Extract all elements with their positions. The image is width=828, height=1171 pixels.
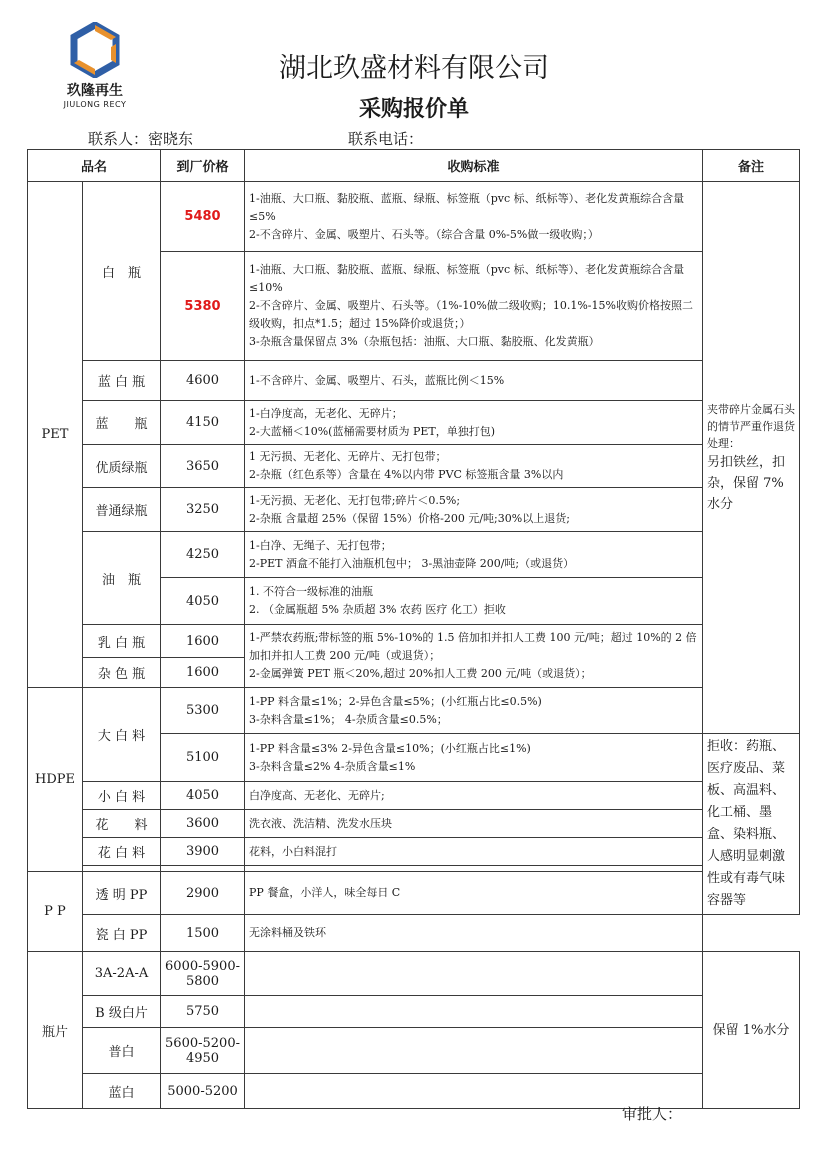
table-row <box>28 488 800 532</box>
standard-oil-grade2: 1. 不符合一级标准的油瓶 2. （金属瓶超 5% 杂质超 3% 农药 医疗 化工）拒收 <box>245 578 703 625</box>
table-row <box>28 838 800 866</box>
standard-porcelain-pp: 无涂料桶及铁环 <box>245 915 703 952</box>
logo-name-cn: 玖隆再生 <box>67 83 123 99</box>
product-small-white: 小 白 料 <box>83 782 161 810</box>
product-big-white: 大 白 料 <box>83 688 161 782</box>
approver-signature-label: 审批人： <box>622 1105 683 1123</box>
table-row <box>28 1028 800 1074</box>
product-clear-pp: 透 明 PP <box>83 872 161 915</box>
price-clear-pp: 2900 <box>161 872 245 915</box>
product-flake-3a: 3A-2A-A <box>83 952 161 996</box>
standard-flake-white <box>245 1028 703 1074</box>
price-porcelain-pp: 1500 <box>161 915 245 952</box>
standard-white-grade1: 1-油瓶、大口瓶、黏胶瓶、蓝瓶、绿瓶、标签瓶（pvc 标、纸标等）、老化发黄瓶综合含量≤5% 2-不含碎片、金属、吸塑片、石头等。（综合含量 0%-5%做一级收购；） <box>245 182 703 252</box>
product-mixed-color: 杂 色 瓶 <box>83 658 161 688</box>
contact-person: 联系人：密晓东 <box>88 130 194 148</box>
price-white-grade1: 5480 <box>161 182 245 252</box>
col-header-standard: 收购标准 <box>245 150 703 182</box>
product-flake-blue-white: 蓝白 <box>83 1074 161 1109</box>
table-row <box>28 996 800 1028</box>
table-row <box>28 625 800 658</box>
product-green: 普通绿瓶 <box>83 488 161 532</box>
product-blue-white: 蓝 白 瓶 <box>83 361 161 401</box>
standard-white-grade2: 1-油瓶、大口瓶、黏胶瓶、蓝瓶、绿瓶、标签瓶（pvc 标、纸标等）、老化发黄瓶综合含量≤10% 2-不含碎片、金属、吸塑片、石头等。（1%-10%做二级收购；10.1%-15%收购价格按照二级收购，扣点*1.5；超过 15%降价或退货；） 3-杂瓶含量保留点 3%（杂瓶包括：油瓶、大口瓶、黏胶瓶、化发黄瓶） <box>245 252 703 361</box>
price-flower: 3600 <box>161 810 245 838</box>
standard-flower-white: 花料，小白料混打 <box>245 838 703 866</box>
note-pet <box>703 182 800 734</box>
note-flakes: 保留 1%水分 <box>703 952 800 1109</box>
category-hdpe: HDPE <box>28 688 83 872</box>
table-row <box>28 1074 800 1109</box>
table-row <box>28 872 800 915</box>
standard-blue-white: 1-不含碎片、金属、吸塑片、石头，蓝瓶比例＜15% <box>245 361 703 401</box>
product-flower: 花 料 <box>83 810 161 838</box>
table-row <box>28 688 800 734</box>
price-oil-grade2: 4050 <box>161 578 245 625</box>
standard-big-white-grade2: 1-PP 料含量≤3% 2-异色含量≤10%；(小红瓶占比≤1%) 3-杂料含量≤2% 4-杂质含量≤1% <box>245 734 703 782</box>
standard-flower: 洗衣液、洗洁精、洗发水压块 <box>245 810 703 838</box>
product-milk-white: 乳 白 瓶 <box>83 625 161 658</box>
price-milk-white: 1600 <box>161 625 245 658</box>
contact-phone: 联系电话： <box>348 130 424 148</box>
company-name: 湖北玖盛材料有限公司 <box>279 53 549 84</box>
price-big-white-grade2: 5100 <box>161 734 245 782</box>
logo-name-en: JIULONG RECY <box>63 100 127 109</box>
price-blue: 4150 <box>161 401 245 445</box>
standard-small-white: 白净度高、无老化、无碎片; <box>245 782 703 810</box>
note-pet-main: 另扣铁丝，扣杂，保留 7%水分 <box>707 454 786 512</box>
product-white-bottle: 白 瓶 <box>83 182 161 361</box>
standard-green: 1-无污损、无老化、无打包带;碎片＜0.5%; 2-杂瓶 含量超 25%（保留 15%）价格-200 元/吨;30%以上退货; <box>245 488 703 532</box>
price-green: 3250 <box>161 488 245 532</box>
standard-oil-grade1: 1-白净、无绳子、无打包带； 2-PET 酒盒不能打入油瓶机包中； 3-黑油壶降 200/吨;（或退货） <box>245 532 703 578</box>
standard-clear-pp: PP 餐盒，小洋人，味全每日 C <box>245 872 703 915</box>
document-title: 采购报价单 <box>358 97 469 122</box>
category-pet: PET <box>28 182 83 688</box>
price-flake-3a: 6000-5900- 5800 <box>161 952 245 996</box>
product-green-hq: 优质绿瓶 <box>83 445 161 488</box>
category-pp: P P <box>28 872 83 952</box>
product-oil-bottle: 油 瓶 <box>83 532 161 625</box>
standard-blue: 1-白净度高，无老化、无碎片； 2-大蓝桶＜10%(蓝桶需要材质为 PET，单独打包) <box>245 401 703 445</box>
price-big-white-grade1: 5300 <box>161 688 245 734</box>
table-row <box>28 445 800 488</box>
table-row <box>28 952 800 996</box>
standard-flake-b <box>245 996 703 1028</box>
col-header-product: 品名 <box>28 150 161 182</box>
price-table <box>27 149 800 1109</box>
price-flake-b: 5750 <box>161 996 245 1028</box>
standard-big-white-grade1: 1-PP 料含量≤1%；2-异色含量≤5%；(小红瓶占比≤0.5%) 3-杂料含量≤1%； 4-杂质含量≤0.5%； <box>245 688 703 734</box>
product-blue: 蓝 瓶 <box>83 401 161 445</box>
product-flower-white: 花 白 料 <box>83 838 161 866</box>
price-mixed-color: 1600 <box>161 658 245 688</box>
note-hdpe-rejections: 拒收：药瓶、医疗废品、菜板、高温料、化工桶、墨盒、染料瓶、人感明显刺激性或有毒气味容器等 <box>703 734 800 915</box>
table-row <box>28 361 800 401</box>
product-flake-b: B 级白片 <box>83 996 161 1028</box>
table-row <box>28 182 800 252</box>
standard-flake-3a <box>245 952 703 996</box>
product-porcelain-pp: 瓷 白 PP <box>83 915 161 952</box>
standard-green-hq: 1 无污损、无老化、无碎片、无打包带； 2-杂瓶（红色系等）含量在 4%以内带 PVC 标签瓶含量 3%以内 <box>245 445 703 488</box>
standard-milk-mixed: 1-严禁农药瓶;带标签的瓶 5%-10%的 1.5 倍加扣并扣人工费 100 元/吨；超过 10%的 2 倍加扣并扣人工费 200 元/吨（或退货）； 2-金属弹簧 PET 瓶＜20%,超过 20%扣人工费 200 元/吨（或退货）； <box>245 625 703 688</box>
price-green-hq: 3650 <box>161 445 245 488</box>
price-small-white: 4050 <box>161 782 245 810</box>
price-blue-white: 4600 <box>161 361 245 401</box>
table-row <box>28 401 800 445</box>
table-row <box>28 915 800 952</box>
price-white-grade2: 5380 <box>161 252 245 361</box>
col-header-note: 备注 <box>703 150 800 182</box>
table-row <box>28 532 800 578</box>
price-flake-blue-white: 5000-5200 <box>161 1074 245 1109</box>
col-header-price: 到厂价格 <box>161 150 245 182</box>
price-oil-grade1: 4250 <box>161 532 245 578</box>
table-row <box>28 782 800 810</box>
product-flake-white: 普白 <box>83 1028 161 1074</box>
price-flake-white: 5600-5200- 4950 <box>161 1028 245 1074</box>
price-flower-white: 3900 <box>161 838 245 866</box>
table-header-row <box>28 150 800 182</box>
table-row <box>28 810 800 838</box>
category-flakes: 瓶片 <box>28 952 83 1109</box>
note-pet-small: 夹带碎片金属石头的情节严重作退货处理： <box>707 402 796 450</box>
